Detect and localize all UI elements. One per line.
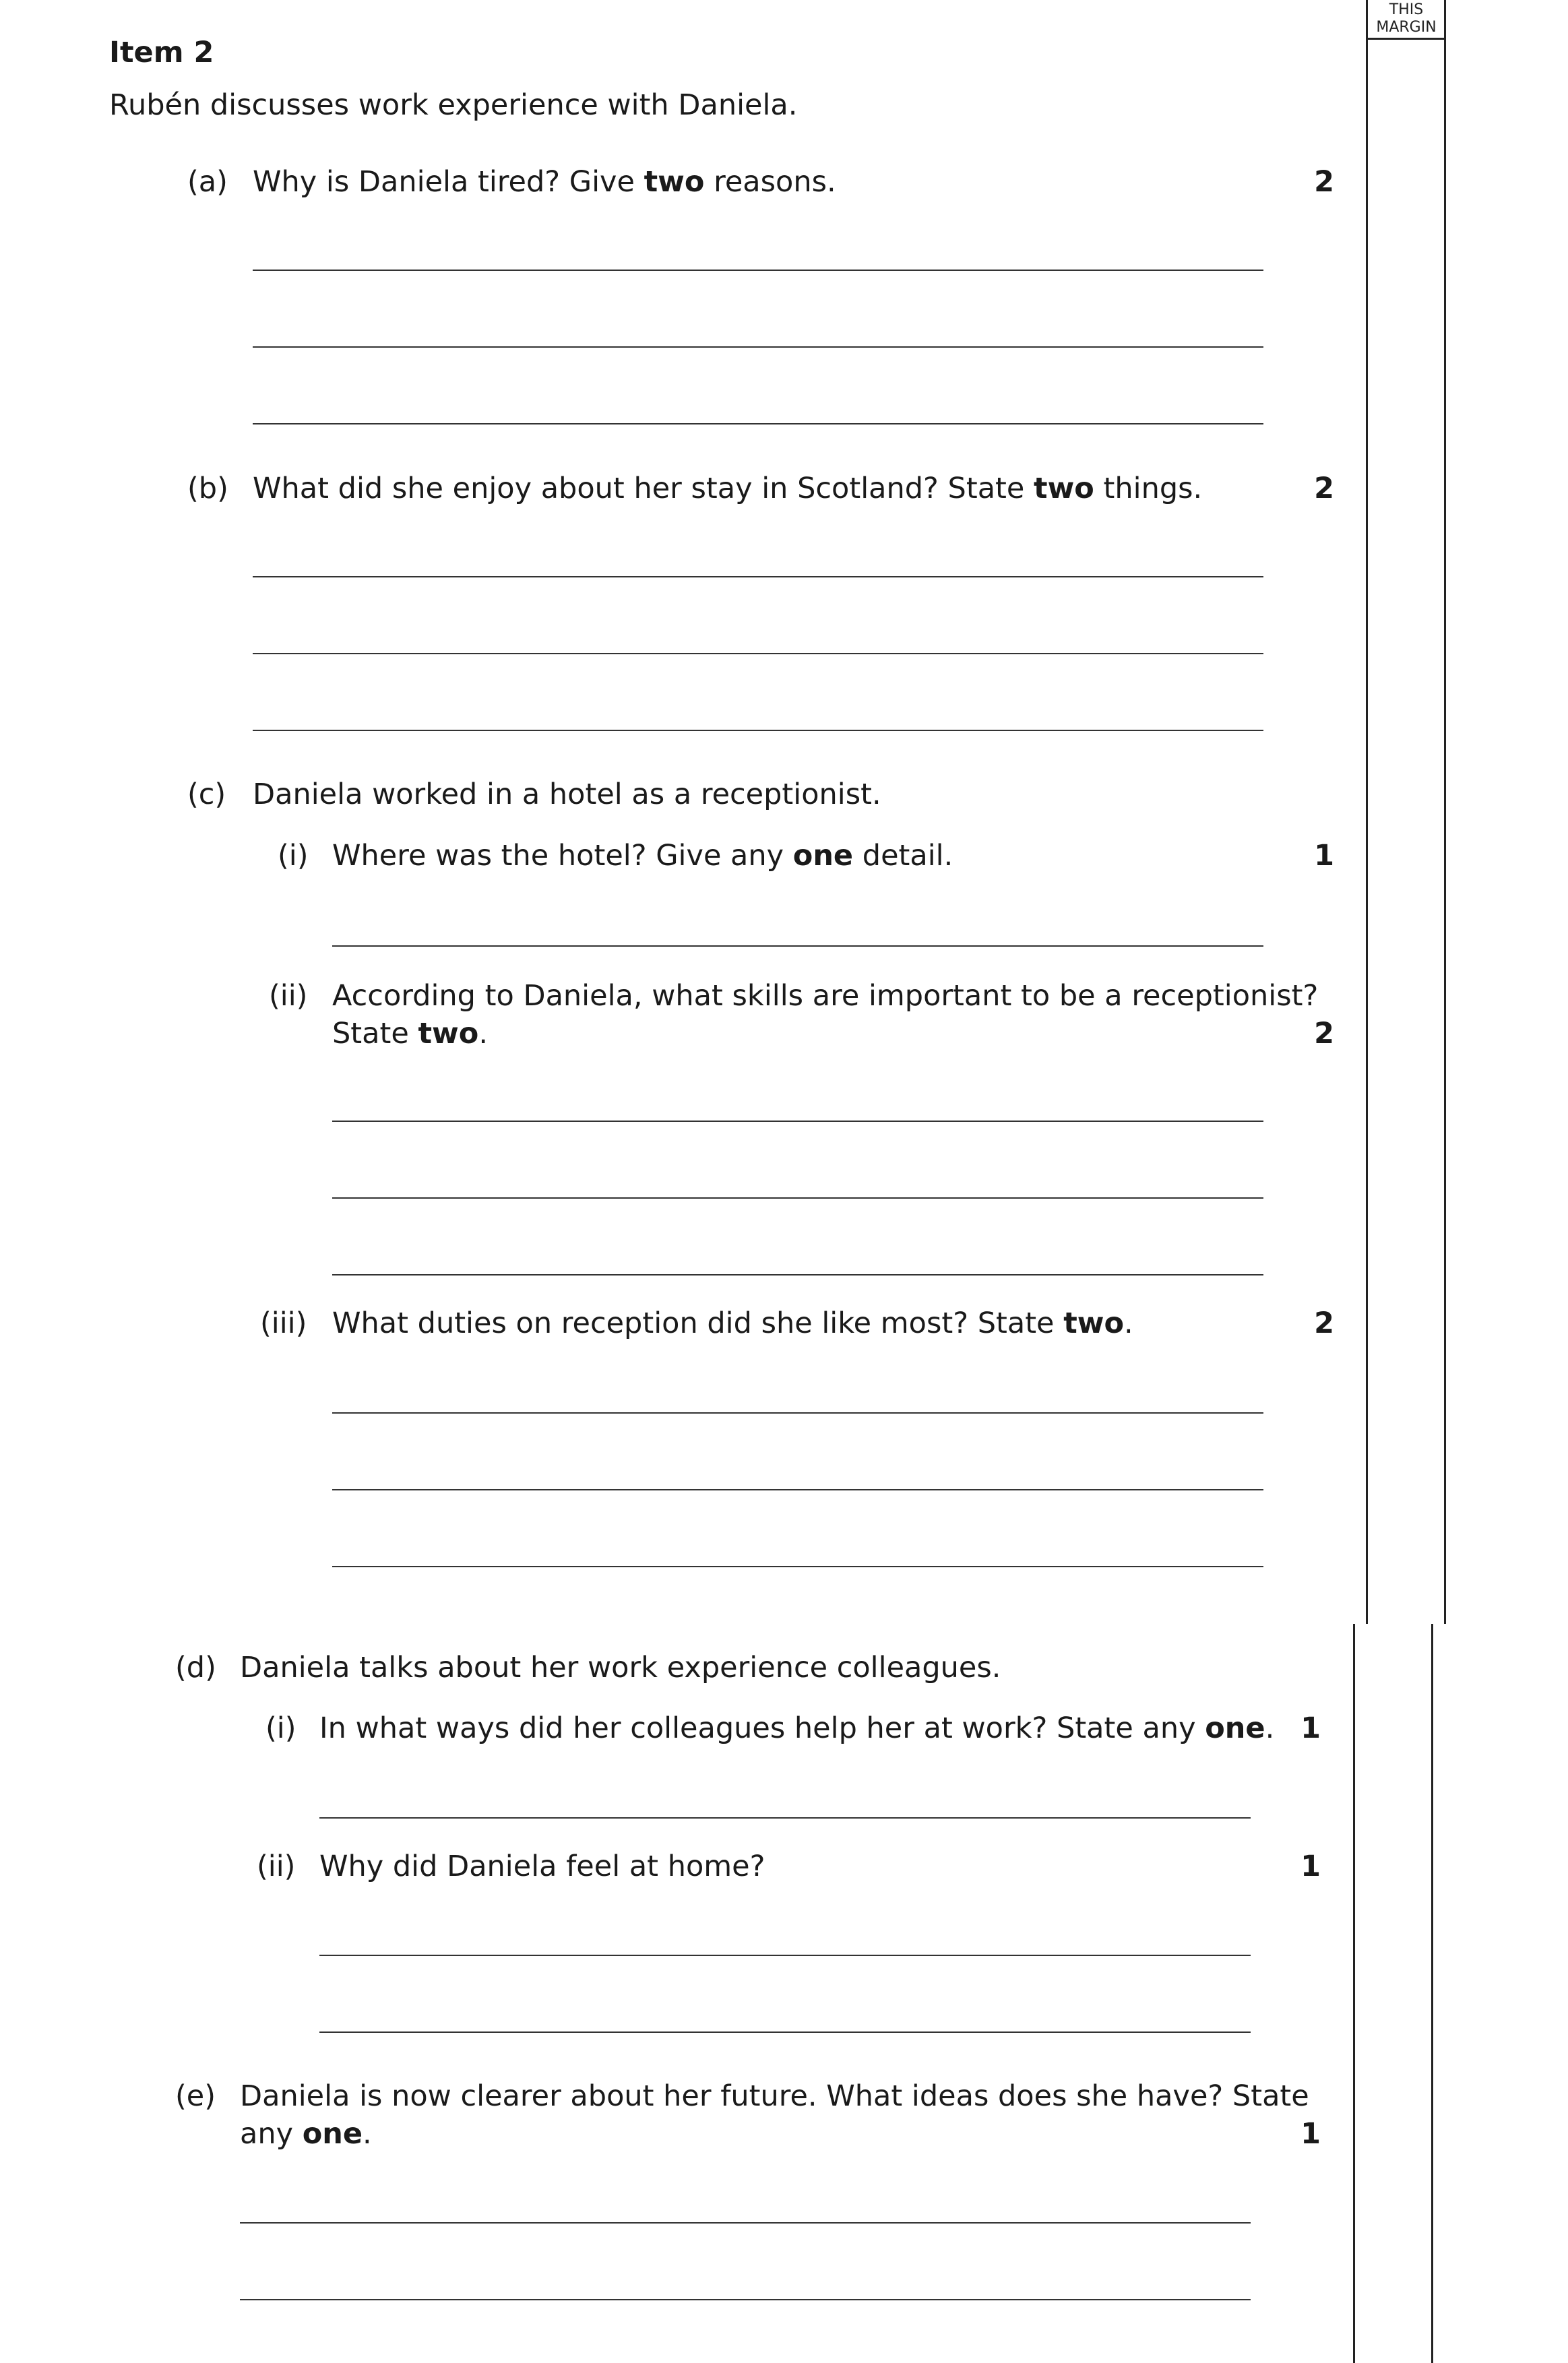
margin-label	[1367, 1, 1445, 36]
margin-label-underline	[1366, 38, 1446, 40]
item-intro: Rubén discusses work experience with Daniela.	[109, 88, 798, 122]
answer-line[interactable]	[253, 270, 1263, 271]
answer-line[interactable]	[319, 1955, 1251, 1956]
question-b-label: (b)	[187, 472, 228, 505]
answer-line[interactable]	[332, 1566, 1263, 1567]
question-e-text-line1: Daniela is now clearer about her future. What ideas does she have? State	[240, 2079, 1309, 2113]
item-title: Item 2	[109, 36, 214, 69]
margin-label-line1: THIS	[1389, 1, 1424, 18]
question-c-iii-label: (iii)	[260, 1306, 307, 1340]
question-c-i-label: (i)	[278, 839, 309, 873]
question-d-i-label: (i)	[265, 1711, 296, 1745]
question-c-iii-text: What duties on reception did she like most? State two.	[332, 1306, 1133, 1340]
margin-border-right-upper	[1444, 0, 1446, 1624]
answer-line[interactable]	[332, 1412, 1263, 1414]
question-e-text-line2: any one.	[240, 2117, 372, 2151]
answer-line[interactable]	[319, 2031, 1251, 2033]
answer-line[interactable]	[332, 945, 1263, 947]
answer-line[interactable]	[332, 1197, 1263, 1199]
question-b-marks: 2	[1314, 472, 1334, 505]
answer-line[interactable]	[332, 1121, 1263, 1122]
margin-label-line2: MARGIN	[1376, 19, 1437, 36]
question-e-label: (e)	[175, 2079, 216, 2113]
answer-line[interactable]	[253, 346, 1263, 348]
question-c-i-text: Where was the hotel? Give any one detail.	[332, 839, 953, 873]
question-d-label: (d)	[175, 1651, 216, 1684]
question-d-i-marks: 1	[1300, 1711, 1321, 1745]
answer-line[interactable]	[332, 1489, 1263, 1490]
answer-line[interactable]	[240, 2299, 1251, 2300]
margin-border-left-upper	[1366, 0, 1368, 1624]
answer-line[interactable]	[253, 730, 1263, 731]
question-c-ii-marks: 2	[1314, 1017, 1334, 1050]
question-c-ii-text-line2: State two.	[332, 1017, 488, 1050]
question-d-ii-marks: 1	[1300, 1850, 1321, 1883]
margin-border-right-lower	[1431, 1624, 1433, 2363]
question-e-marks: 1	[1300, 2117, 1321, 2151]
question-b-text: What did she enjoy about her stay in Scotland? State two things.	[253, 472, 1203, 505]
question-a-label: (a)	[187, 165, 228, 199]
answer-line[interactable]	[253, 653, 1263, 654]
question-a-text: Why is Daniela tired? Give two reasons.	[253, 165, 836, 199]
question-a-marks: 2	[1314, 165, 1334, 199]
question-d-ii-label: (ii)	[257, 1850, 296, 1883]
question-c-iii-marks: 2	[1314, 1306, 1334, 1340]
question-c-i-marks: 1	[1314, 839, 1334, 873]
question-c-ii-text-line1: According to Daniela, what skills are important to be a receptionist?	[332, 979, 1319, 1013]
question-d-i-text: In what ways did her colleagues help her at work? State any one.	[319, 1711, 1275, 1745]
answer-line[interactable]	[332, 1274, 1263, 1275]
question-c-text: Daniela worked in a hotel as a receptionist.	[253, 778, 881, 811]
margin-border-left-lower	[1353, 1624, 1355, 2363]
answer-line[interactable]	[253, 576, 1263, 577]
answer-line[interactable]	[319, 1817, 1251, 1819]
answer-line[interactable]	[240, 2222, 1251, 2224]
question-c-ii-label: (ii)	[269, 979, 308, 1013]
question-d-text: Daniela talks about her work experience colleagues.	[240, 1651, 1001, 1684]
question-c-label: (c)	[187, 778, 226, 811]
answer-line[interactable]	[253, 423, 1263, 424]
question-d-ii-text: Why did Daniela feel at home?	[319, 1850, 765, 1883]
